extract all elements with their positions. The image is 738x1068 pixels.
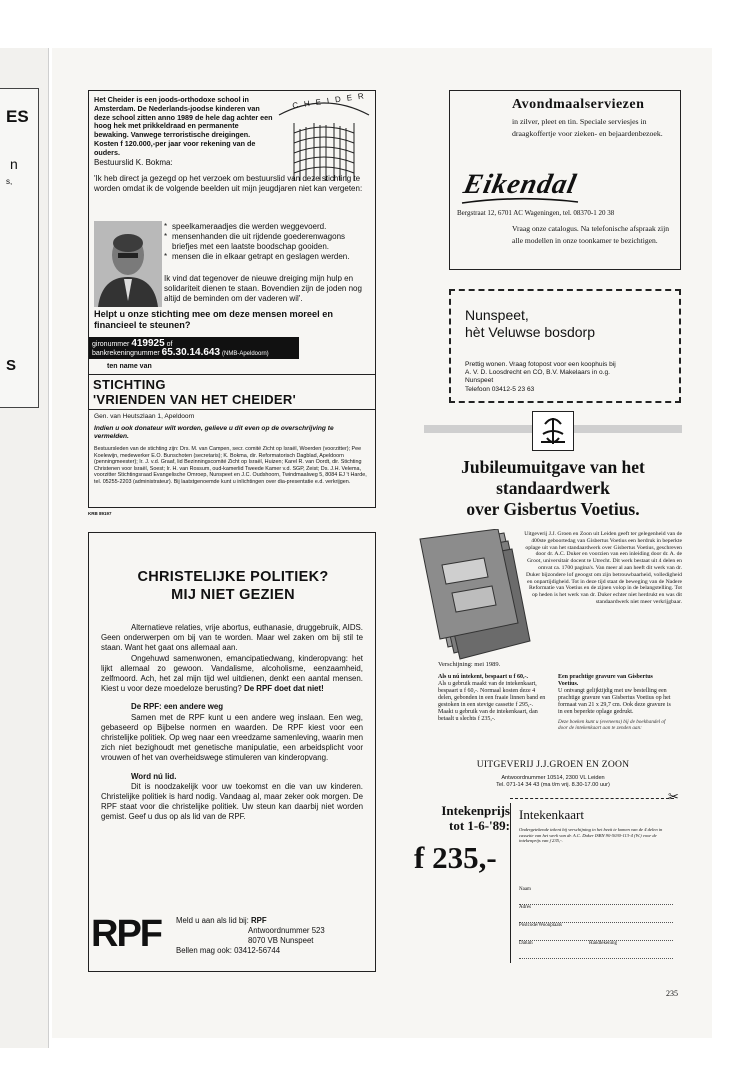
rpf-contact-line-3: 8070 VB Nunspeet (248, 936, 314, 945)
avondmaal-body: in zilver, pleet en tin. Speciale serviesjes in draagkoffertje voor zieken- en bejaardenbezoek. (512, 117, 663, 138)
stichting-line-2: 'VRIENDEN VAN HET CHEIDER' (93, 392, 296, 407)
cheider-account-bar (89, 337, 299, 359)
voetius-col-2-body: U ontvangt gelijktijdig met uw bestelling een prachtige gravure van Gisbertus Voetius op het formaat van 21 x 29,7 cm. Ook deze gravure is in een beperkte oplage gedrukt. (558, 688, 671, 715)
rpf-para-3: Samen met de RPF kunt u een andere weg inslaan. Een weg, gebaseerd op Bijbelse normen en waarden. De RPF kiest voor een christelijke politiek. Op weg naar een vreedzame samenleving, waarin men zich niet bezighoudt met genetische manipulatie, een arbeidsplicht voor vrouwen of het van overheidswege stimuleren van kinderopvang. (101, 712, 363, 763)
giro-number: 419925 (131, 338, 165, 349)
rpf-subhead-2: Word nú lid. (131, 771, 177, 781)
voetius-pub-addr-1: Antwoordnummer 10514, 2300 VL Leiden (501, 775, 605, 781)
scissors-icon: ✂ (668, 789, 679, 804)
nunspeet-line-2: A. V. D. Loosdrecht en CO, B.V. Makelaars in o.g. (465, 369, 611, 377)
left-page-box (0, 88, 39, 408)
voetius-col-1-head: Als u nú intekent, bespaart u f 60,-. (438, 674, 529, 680)
rpf-contact-name: RPF (250, 916, 267, 925)
left-fragment-3: s, (6, 177, 13, 186)
rpf-para-2-main: Ongehuwd samenwonen, emancipatiedwang, kinderopvang: het lijkt allemaal zo gewoon. Vandalisme, alcoholisme, eenzaamheid, zelfmoord. Ach, het zal mijn tijd wel uitdienen, denkt een aantal mensen. Kiest u voor deze moedeloze berusting? (101, 653, 363, 694)
left-fragment-2: n (10, 156, 18, 172)
cheider-bullet: * mensen die in elkaar getrapt en geslagen werden. (164, 252, 369, 262)
cheider-ad (88, 90, 376, 508)
intekenkaart-text: Ondergetekende tekent bij verschijning in het bezit te komen van de 4 delen in cassette van het werk van dr. A.C. Duker ISBN 90-5030-113-4 (W.) voor de intekenprijs van f 235,-. (519, 827, 663, 844)
cheider-address: Gen. van Heutszlaan 1, Apeldoorn (94, 413, 195, 420)
rpf-para-2 (101, 654, 363, 695)
field-name[interactable]: Naam (519, 887, 673, 905)
field-date-signature[interactable] (519, 941, 673, 959)
cheider-headline: Helpt u onze stichting mee om deze mensen moreel en financieel te steunen? (94, 309, 333, 330)
intekenkaart-title: Intekenkaart (519, 807, 584, 822)
avondmaal-ad (449, 90, 681, 270)
price-label-1: Intekenprijs (441, 803, 510, 818)
stichting-line-1: STICHTING (93, 377, 166, 392)
bokma-portrait (94, 221, 162, 307)
rpf-title-1: CHRISTELIJKE POLITIEK? (137, 569, 329, 585)
rpf-contact-line-2: Antwoordnummer 523 (248, 926, 325, 935)
cheider-logo-text: CHEIDER (291, 90, 371, 111)
cheider-bullet: * speelkameraadjes die werden weggevoerd. (164, 222, 369, 232)
cheider-donor-note: Indien u ook donateur wilt worden, gelieve u dit even op de overschrijving te vermelden. (94, 425, 334, 440)
cheider-quote-open: 'Ik heb direct ja gezegd op het verzoek om bestuurslid van deze stichting te worden omdat ik de volgende beelden uit mijn jeugdjaren niet kan vergeten: (94, 174, 363, 193)
bank-number: 65.30.14.643 (161, 347, 221, 358)
voetius-title-2: standaardwerk (496, 478, 610, 498)
field-address[interactable]: Adres (519, 905, 673, 923)
field-postcode[interactable]: Postcode/Woonplaats (519, 923, 673, 941)
cheider-logo (274, 90, 374, 183)
voetius-pub-addr-2: Tel. 071-14 34 43 (ma t/m vrij. 8.30-17.00 uur) (496, 782, 610, 788)
price-label-2: tot 1-6-'89: (448, 818, 510, 833)
avondmaal-address: Bergstraat 12, 6701 AC Wageningen, tel. 08370-1 20 38 (457, 209, 615, 217)
rpf-contact-label: Meld u aan als lid bij: (176, 916, 249, 925)
rpf-ad (88, 532, 376, 972)
cheider-bullet-list (164, 222, 369, 262)
page-number: 235 (666, 989, 678, 998)
cheider-bullet: * mensenhanden die uit rijdende goederenwagons briefjes met een laatste boodschap gooiden. (164, 232, 369, 252)
rpf-body (101, 623, 363, 823)
left-fragment-4: S (6, 357, 17, 374)
voetius-books-image (418, 529, 534, 663)
cheider-code: KRB 89197 (88, 511, 112, 516)
rpf-contact (176, 916, 371, 956)
voetius-col-1 (438, 674, 548, 723)
nunspeet-title-2: hèt Veluwse bosdorp (465, 324, 595, 340)
cheider-name-label: ten name van (107, 363, 152, 370)
voetius-col-2-italic: Deze boeken kunt u (eveneens) bij de boekhandel of door de intekenkaart aan te zenden aan: (558, 719, 666, 732)
voetius-release: Verschijning: mei 1989. (438, 661, 501, 668)
voetius-col-2 (558, 674, 672, 731)
cheider-quote-close: Ik vind dat tegenover de nieuwe dreiging mijn hulp en solidariteit dienen te staan. Bovendien zijn de joden nog altijd de beminden om der vaderen wil'. (164, 274, 362, 303)
cheider-intro: Het Cheider is een joods-orthodoxe school in Amsterdam. De Nederlands-joodse kinderen van deze school zitten anno 1989 de hele dag achter een hoog hek met prikkeldraad en permanente bewaking. Vanwege terroristische dreigingen. Kosten f 120.000,-per jaar voor rekening van de ouders. (94, 95, 273, 157)
cut-line (510, 798, 674, 799)
nunspeet-ad (449, 289, 681, 403)
cheider-board: Bestuursleden van de stichting zijn: Drs. M. van Campen, secr. comité Zicht op Israël, Woerden (voorzitter); Pee Koelewijn, medewerker E.O. Bunschoten (secretaris); K. Bokma, dir. Reformatorisch Dagblad, Apeldoorn (penningmeester); Ir. J. v.d. Graaf, lid Bezinningscomité Zicht op Israël, Huizen; Karel R. van Oordt, dir. Stichting Christenen voor Israël, Soest; Ir. H. van Rossum, oud-kamerlid Tweede Kamer v.d. SGP, Zeist; Ds. J.H. Velema, voorzitter Stichtingsraad Evangelische Omroep, Nunspeet en J.C. Oudshoorn, Twindmaalweg 5, 8084 EJ 't Harde, tel. 05255-2203 (administrateur). Bij laatstgenoemde kunt u inlichtingen over dia-presentatie e.d. verkrijgen. (94, 446, 367, 485)
groen-emblem-icon (532, 411, 574, 451)
voetius-title-1: Jubileumuitgave van het (461, 457, 645, 477)
nunspeet-line-4: Telefoon 03412-5 23 63 (465, 385, 535, 393)
voetius-ad (414, 423, 682, 975)
voetius-publisher: UITGEVERIJ J.J.GROEN EN ZOON (476, 759, 630, 770)
field-date: Datum (519, 941, 533, 946)
cheider-member: Bestuurslid K. Bokma: (94, 158, 173, 167)
rpf-para-2-bold: De RPF doet dat niet! (244, 684, 324, 694)
avondmaal-title: Avondmaalserviezen (512, 97, 645, 112)
avondmaal-catalog: Vraag onze catalogus. Na telefonische afspraak zijn alle modellen in onze toonkamer te bezichtigen. (512, 224, 670, 245)
price-value: f 235,- (414, 840, 497, 875)
voetius-body: Uitgeverij J.J. Groen en Zoon uit Leiden geeft ter gelegenheid van de 400ste geboortedag van Gisbertus Voetius een herdruk in beperkte oplage uit van het standaardwerk over Gisbertus Voetius, geschreven door dr. A.C. Duker en voorzien van een inleiding door dr. A. de Groot, universitair docent te Utrecht. Dit werk bestaat uit 4 delen en omvat ca. 1700 pagina's. Van meer al aan heeft dit werk van dr. Duker bijzondere lof geoogst om zijn betrouwbaarheid, volledigheid en onpartijdigheid. Tot in deze tijd staat de beweging van de Nadere Reformatie van Voetius en de zijnen volop in de belangstelling. Tot op heden is het werk van dr. Duker echter niet herdrukt en was dit standaardwerk niet meer verkrijgbaar. (524, 531, 682, 605)
field-signature: Handtekening (589, 941, 618, 946)
voetius-title-3: over Gisbertus Voetius. (466, 499, 640, 519)
giro-label: gironummer (92, 341, 130, 348)
bank-label: bankrekeningnummer (92, 350, 160, 357)
nunspeet-title-1: Nunspeet, (465, 307, 529, 323)
intekenkaart-fields (519, 887, 673, 959)
bank-suffix: (NMB-Apeldoorn) (222, 351, 269, 357)
nunspeet-line-1: Prettig wonen. Vraag fotopost voor een koophuis bij (465, 361, 616, 368)
voetius-col-2-head: Een prachtige gravure van Gisbertus Voetius. (558, 674, 653, 687)
rpf-subhead-1: De RPF: een andere weg (131, 702, 224, 712)
cheider-stichting-block (89, 374, 375, 410)
nunspeet-line-3: Nunspeet (465, 377, 494, 385)
rpf-title-2: MIJ NIET GEZIEN (171, 587, 295, 603)
eikendal-underline (460, 197, 580, 205)
left-fragment-1: ES (6, 107, 29, 126)
giro-of: of (166, 341, 173, 348)
rpf-para-4: Dit is noodzakelijk voor uw toekomst en die van uw kinderen. Christelijke politiek is hard nodig. Vandaag al, maar zeker ook morgen. De RPF staat voor die christelijke politiek. Uw steun kan daarbij niet worden gemist. Geef u dus op als lid van de RPF. (101, 781, 363, 822)
rpf-contact-line-4: Bellen mag ook: 03412-56744 (176, 946, 281, 955)
rpf-logo: RPF (91, 913, 161, 955)
eikendal-logo: Eikendal (460, 169, 580, 200)
rpf-para-1: Alternatieve relaties, vrije abortus, euthanasie, druggebruik, AIDS. Geen onderwerpen om bij van te worden. Maar wel zaken om bij stil te staan. Want het gaat ons allemaal aan. (101, 623, 363, 653)
intekenkaart-card (510, 803, 679, 963)
voetius-col-1-body: Als u gebruik maakt van de intekenkaart, bespaart u f 60,-. Normaal kosten deze 4 delen, gebonden in een fraaie linnen band en gestoken in een stevige cassette f 295,-. Maakt u gebruik van de intekenkaart, dan betaalt u slechts f 235,-. (438, 681, 546, 722)
